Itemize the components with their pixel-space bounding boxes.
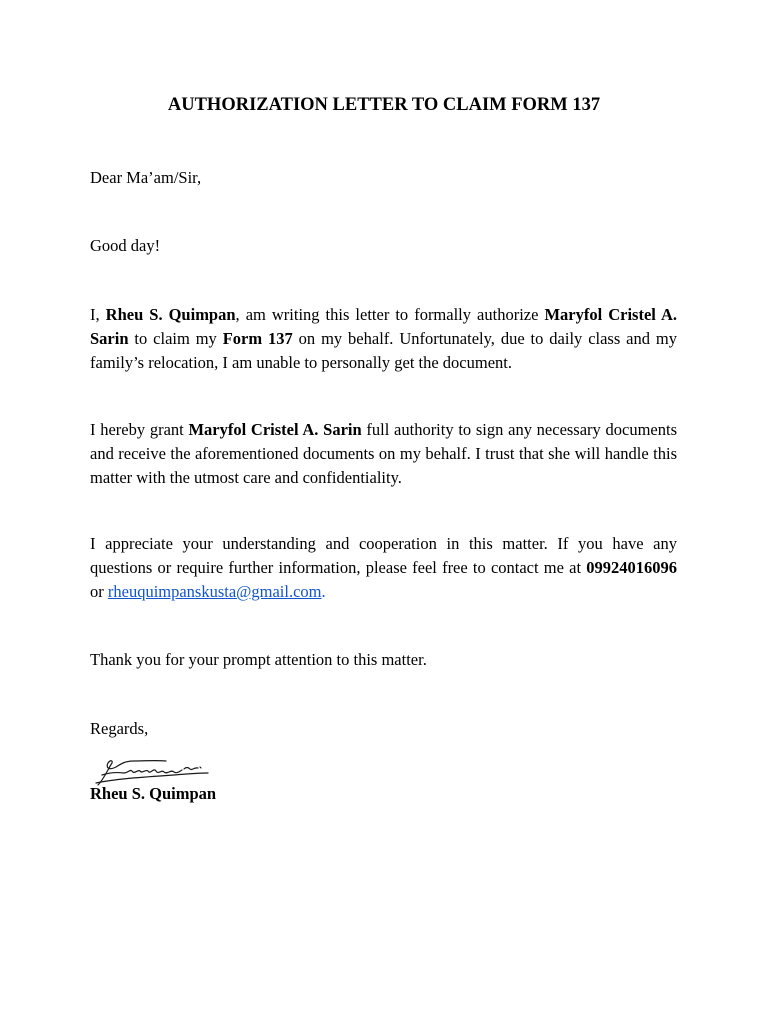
p1-text-3: to claim my — [128, 329, 223, 348]
p1-text-1: I, — [90, 305, 106, 324]
form-name: Form 137 — [222, 329, 293, 348]
p1-text-2: , am writing this letter to formally authorize — [235, 305, 545, 324]
p2-text-2: full authority to sign any necessary documents and receive the aforementioned documents on my behalf. I trust that she will handle this matter with the utmost care and confidentiality. — [90, 420, 678, 487]
representative-name: Maryfol Cristel A. Sarin — [90, 305, 678, 348]
paragraph-contact — [90, 532, 677, 604]
paragraph-grant — [90, 418, 677, 490]
p3-text-3: . — [321, 582, 326, 601]
p2-text-1: I hereby grant — [90, 420, 189, 439]
p3-text-2: or — [90, 582, 108, 601]
p1-text-4: on my behalf. Unfortunately, due to daily class and my family’s relocation, I am unable to personally get the document. — [90, 329, 677, 372]
author-name: Rheu S. Quimpan — [105, 305, 236, 324]
thanks-line: Thank you for your prompt attention to this matter. — [90, 650, 427, 669]
greeting: Good day! — [90, 236, 161, 255]
p3-text-1: I appreciate your understanding and cooperation in this matter. If you have any questions or require further information, please feel free to contact me at — [90, 534, 677, 577]
email-link[interactable]: rheuquimpanskusta@gmail.com — [107, 582, 322, 601]
salutation: Dear Ma’am/Sir, — [90, 168, 202, 187]
phone-number: 09924016096 — [586, 558, 677, 577]
representative-name-2: Maryfol Cristel A. Sarin — [188, 420, 362, 439]
paragraph-authorization — [90, 303, 677, 375]
closing: Regards, — [90, 719, 149, 738]
signer-name: Rheu S. Quimpan — [90, 784, 217, 803]
letter-title: AUTHORIZATION LETTER TO CLAIM FORM 137 — [167, 95, 601, 115]
